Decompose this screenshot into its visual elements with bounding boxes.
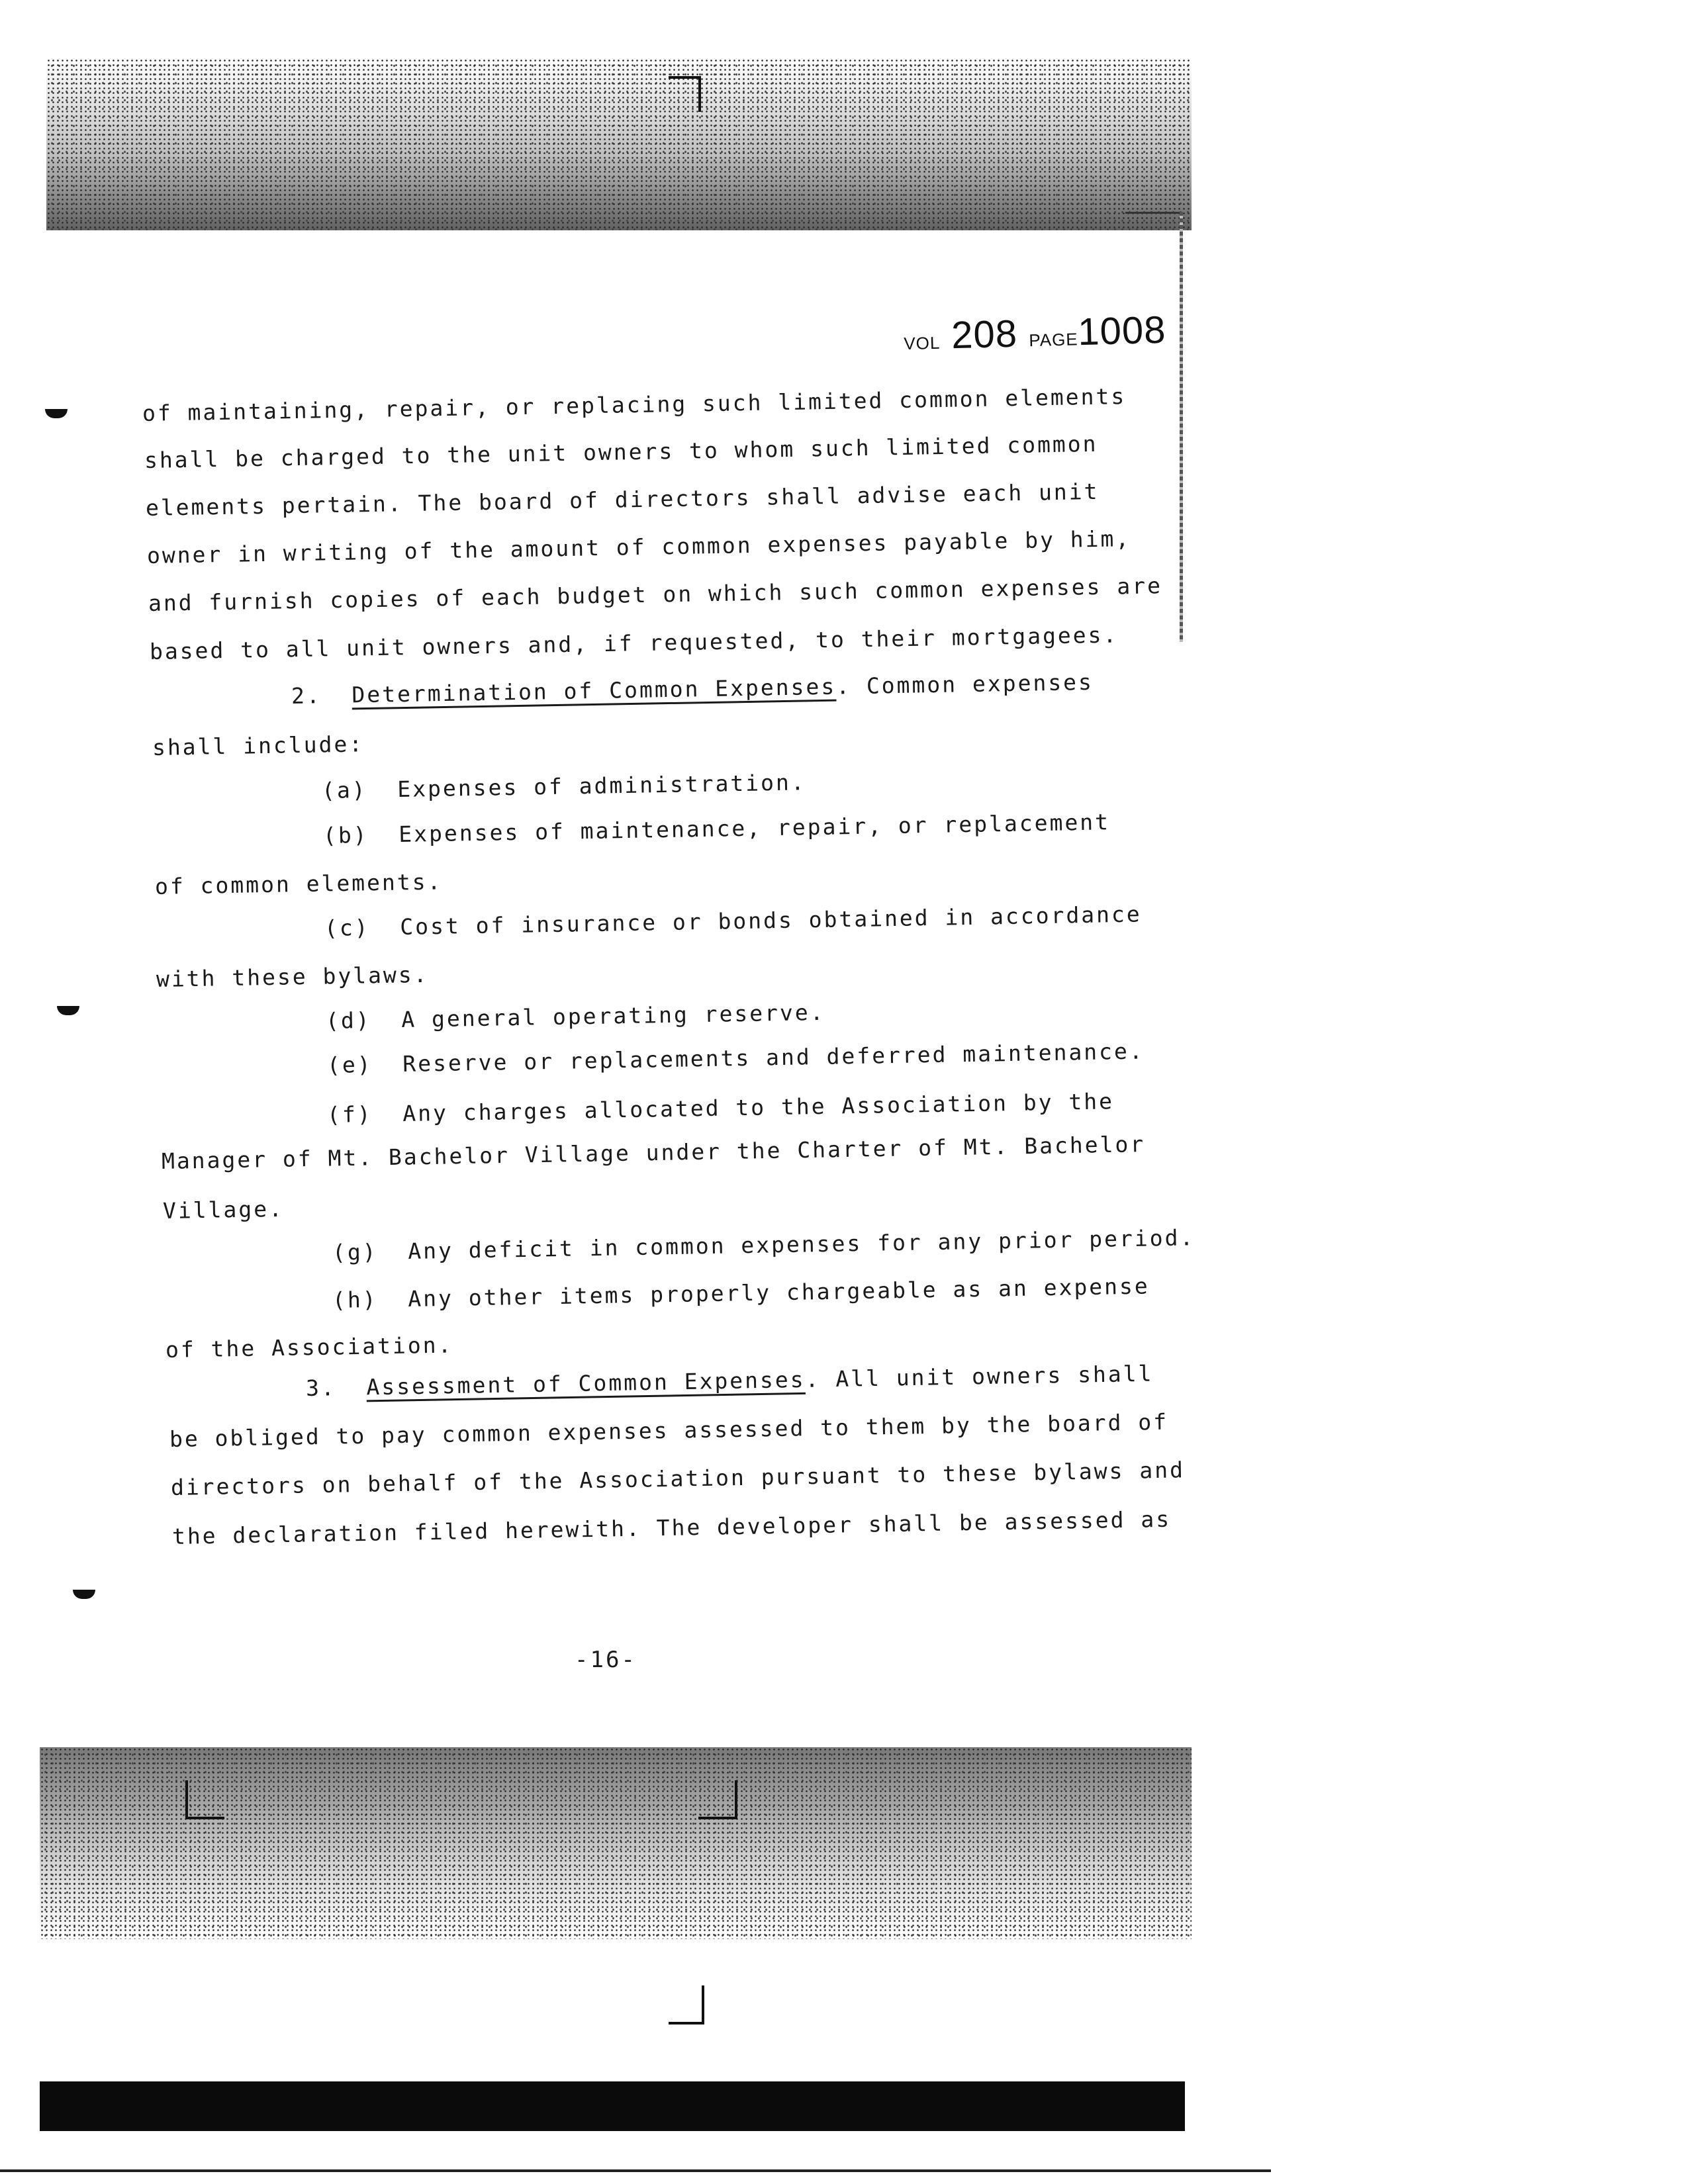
item-h-text: Any other items properly chargeable as an expense [408,1273,1150,1312]
scan-noise-top [46,58,1192,230]
item-e [327,1038,1145,1078]
item-a [322,769,806,803]
para1-line-3: elements pertain. The board of directors shall advise each unit [145,478,1100,521]
para1-line-6: based to all unit owners and, if requested, to their mortgagees. [149,621,1119,664]
item-f-text: Any charges allocated to the Association by the [402,1088,1115,1127]
item-f-label: (f) [326,1101,373,1128]
item-h-label: (h) [332,1286,378,1313]
crop-mark-top [669,76,701,112]
section-3-line-3: the declaration filed herewith. The developer shall be assessed as [171,1506,1172,1549]
section-2-title: Determination of Common Expenses [352,673,837,708]
para1-line-4: owner in writing of the amount of common expenses payable by him, [146,525,1131,569]
item-b-label: (b) [322,821,369,848]
volume-page-stamp [903,308,1166,359]
binder-hole-3 [73,1590,95,1599]
page-number: -16- [575,1647,637,1673]
crop-mark-bottom-right [698,1780,737,1819]
item-b [323,809,1111,848]
item-d-text: A general operating reserve. [401,999,825,1033]
section-3-line-1: be obliged to pay common expenses assessed to them by the board of [169,1408,1169,1452]
item-d [326,999,825,1034]
section-2-after-title: . Common expenses [835,668,1094,700]
para1-line-2: shall be charged to the unit owners to whom such limited common [144,430,1098,473]
page-edge-right [1180,212,1183,642]
item-c-continuation: with these bylaws. [156,961,429,992]
crop-mark-bottom [669,1985,704,2025]
item-f [327,1088,1115,1128]
section-3-heading [306,1361,1154,1401]
section-3-title: Assessment of Common Expenses [366,1366,806,1400]
section-2-continuation: shall include: [152,731,365,760]
section-3-number: 3. [305,1375,337,1401]
item-e-text: Reserve or replacements and deferred maintenance. [402,1038,1145,1077]
item-g-text: Any deficit in common expenses for any prior period. [408,1224,1196,1265]
section-3-line-2: directors on behalf of the Association pursuant to these bylaws and [170,1457,1186,1500]
item-c-text: Cost of insurance or bonds obtained in accordance [400,901,1143,940]
item-h-continuation: of the Association. [165,1332,453,1363]
item-b-continuation: of common elements. [154,868,443,899]
section-2-heading [291,669,1094,709]
item-f-continuation: Manager of Mt. Bachelor Village under the Charter of Mt. Bachelor [161,1131,1146,1174]
para1-line-5: and furnish copies of each budget on which such common expenses are [148,572,1163,616]
item-e-label: (e) [326,1051,373,1078]
binder-hole-1 [45,409,68,418]
item-h [332,1273,1150,1313]
item-a-label: (a) [321,776,367,803]
item-a-text: Expenses of administration. [397,769,807,803]
binder-hole-2 [57,1006,79,1015]
page-edge-top [1125,212,1183,214]
section-2-number: 2. [291,682,322,709]
item-d-label: (d) [325,1007,371,1034]
section-3-after-title: . All unit owners shall [805,1360,1154,1392]
scan-black-bar [40,2081,1185,2131]
item-g [332,1224,1196,1265]
item-c-label: (c) [324,914,370,941]
item-f-continuation-2: Village. [162,1195,285,1224]
volume-number: 208 [951,312,1018,357]
volume-prefix: VOL [903,332,941,354]
scan-bottom-rule [0,2169,1271,2172]
item-b-text: Expenses of maintenance, repair, or replacement [399,809,1111,848]
item-c [324,901,1142,941]
page-prefix: PAGE [1028,329,1079,351]
item-g-label: (g) [332,1238,378,1265]
page-number-stamp: 1008 [1077,308,1167,354]
scan-noise-bottom [40,1747,1192,1939]
crop-mark-bottom-left [185,1780,224,1819]
para1-line-1: of maintaining, repair, or replacing such limited common elements [142,383,1127,426]
